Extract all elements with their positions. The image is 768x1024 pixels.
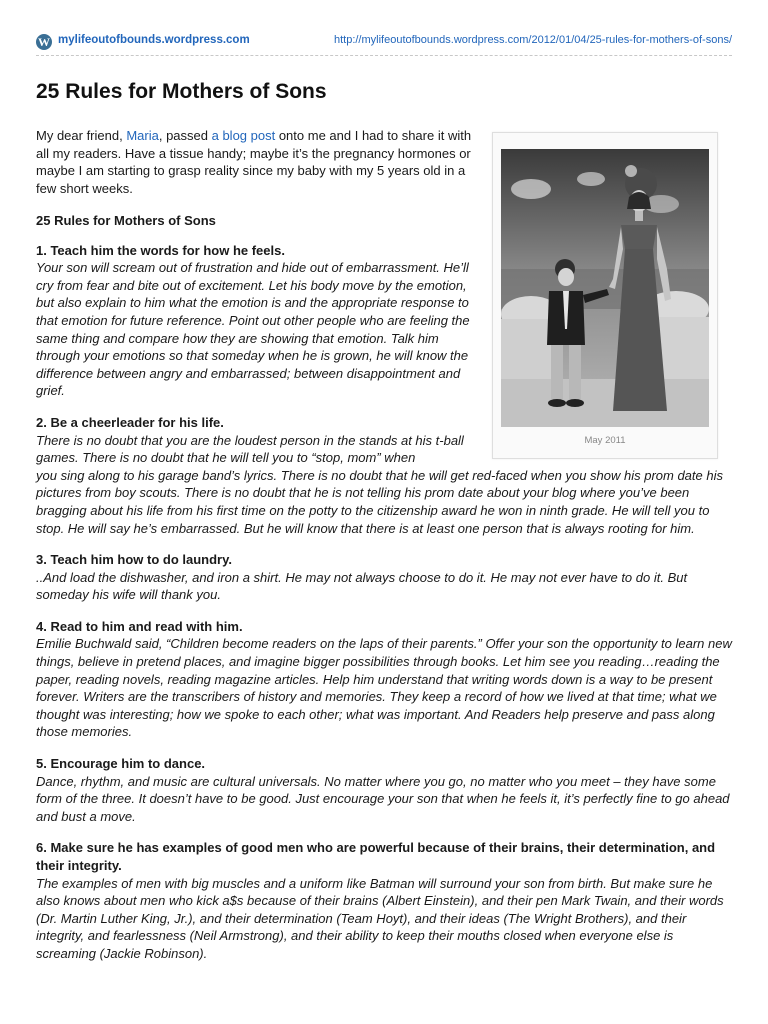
rule-body-rest: you sing along to his garage band’s lyrics. There is no doubt that he will get red-faced when you show his prom date his pictures from boy scouts. There is no doubt that he is not telling his prom date about your blog where you’ve been bragging about his life from his first time on the potty to the citizenship award he won in ninth grade. He will tell you to stop. He will say he’s embarrassed. But he will know that there is at least one person that is always rooting for him. xyxy=(36,467,723,536)
rule-body: Dance, rhythm, and music are cultural universals. No matter where you go, no matter who you meet – they have some form of the three. It doesn’t have to be good. Just encourage your son that when he feels it, it’s perfectly fine to go ahead and bust a move. xyxy=(36,773,730,824)
rule-5 xyxy=(36,755,732,825)
page-title: 25 Rules for Mothers of Sons xyxy=(36,80,327,103)
wordpress-logo-icon: W xyxy=(38,35,50,49)
site-name-link[interactable]: mylifeoutofbounds.wordpress.com xyxy=(58,34,250,46)
photo-caption: May 2011 xyxy=(584,435,626,446)
rule-body: Emilie Buchwald said, “Children become readers on the laps of their parents.” Offer your son the opportunity to learn new things, believe in pretend places, and imagine bigger possibilities through books. Let him see you reading…reading the paper, reading novels, reading magazine articles. Help him understand that writing words down is a way to be present forever. Writers are the transcribers of history and memories. They keep a record of how we lived at that time; what we thought was interesting; how we spoke to each other; what was important. And Readers help preserve and pass along those memories. xyxy=(36,636,732,740)
rule-3 xyxy=(36,551,732,604)
page-header xyxy=(36,32,732,52)
blog-post-link[interactable]: a blog post xyxy=(211,128,276,143)
intro-paragraph xyxy=(36,127,482,197)
rule-heading: 2. Be a cheerleader for his life. xyxy=(36,414,224,430)
rule-heading: 5. Encourage him to dance. xyxy=(36,756,206,772)
list-title: 25 Rules for Mothers of Sons xyxy=(36,213,216,228)
rule-body: Your son will scream out of frustration and hide out of embarrassment. He’ll cry from fear and bite out of excitement. Let his body move by the emotion, but also explain to him what the emotion is and the appropriate response to that emotion for future reference. Point out other people who are feeling the same thing and compare how they are showing that emotion. Talk him through your emotions so that someday when he is grown, he will know the difference between angry and embarrassed; between disappointment and grief. xyxy=(36,260,470,399)
rule-6 xyxy=(36,839,732,962)
maria-link[interactable]: Maria xyxy=(126,128,159,143)
rule-heading: 6. Make sure he has examples of good men who are powerful because of their brains, their determination, and their integrity. xyxy=(36,840,716,873)
rule-1 xyxy=(36,242,732,400)
rule-body-start: There is no doubt that you are the loudest person in the stands at his t-ball games. There is no doubt that he will tell you to “stop, mom” when xyxy=(36,432,464,466)
rule-body: ..And load the dishwasher, and iron a shirt. He may not always choose to do it. He may not ever have to do it. But someday his wife will thank you. xyxy=(36,569,688,603)
intro-text-1: My dear friend, xyxy=(36,128,127,143)
header-divider xyxy=(36,55,732,56)
rule-body: The examples of men with big muscles and a uniform like Batman will surround your son from birth. But make sure he also knows about men who kick a$s because of their brains (Albert Einstein), and their pen Mark Twain, and their words (Dr. Martin Luther King, Jr.), and their determination (Team Hoyt), and their ideas (The Wright Brothers), and their integrity, and fearlessness (Neil Armstrong), and their ability to keep their mouths closed when everyone else is screaming (Jackie Robinson). xyxy=(36,875,724,961)
article-body xyxy=(36,212,732,977)
rule-heading: 3. Teach him how to do laundry. xyxy=(36,552,232,568)
intro-text-2: , passed xyxy=(158,128,212,143)
intro-text-3: onto me and I had to share it with all my readers. Have a tissue handy; maybe it’s the pregnancy hormones or maybe I am starting to grasp reality since my baby with my 5 years old in a few short weeks. xyxy=(36,128,472,196)
rule-4 xyxy=(36,618,732,741)
post-url-link[interactable]: http://mylifeoutofbounds.wordpress.com/2012/01/04/25-rules-for-mothers-of-sons/ xyxy=(333,34,732,46)
rule-heading: 4. Read to him and read with him. xyxy=(36,618,243,634)
rule-2 xyxy=(36,414,732,537)
rule-heading: 1. Teach him the words for how he feels. xyxy=(36,242,285,258)
